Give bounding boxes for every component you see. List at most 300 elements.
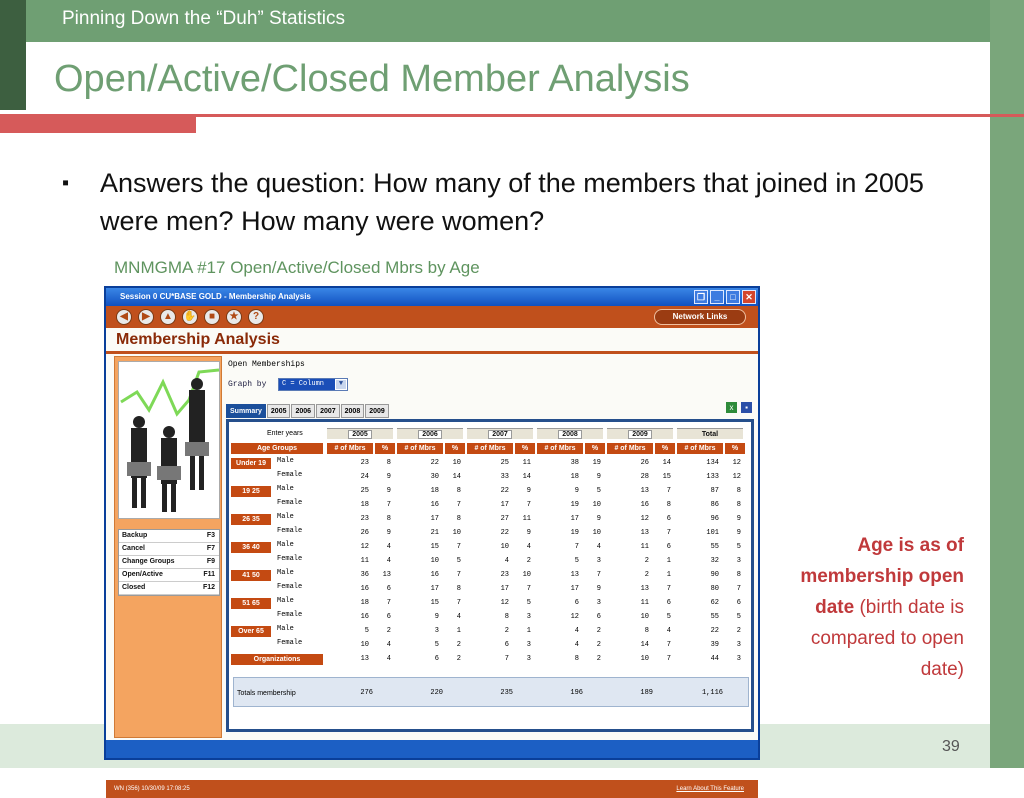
sex-label-male: Male [277,541,294,549]
sex-label-male: Male [277,485,294,493]
sidebar [114,356,222,738]
fkey-backup[interactable] [119,530,219,543]
bullet-square-icon: ▪ [62,172,70,194]
data-cell: 16 [360,585,369,593]
data-cell: 21 [430,529,439,537]
data-cell: 22 [710,627,719,635]
data-cell: 14 [640,641,649,649]
fkey-open-active[interactable] [119,569,219,582]
pct-column-header: % [585,443,605,454]
data-cell: 6 [666,515,671,523]
data-cell: 3 [736,655,741,663]
data-cell: 8 [386,515,391,523]
bullet-text: Answers the question: How many of the members that joined in 2005 were men? How many were women? [100,168,924,236]
mbrs-column-header: # of Mbrs [467,443,513,454]
mbrs-column-header: # of Mbrs [397,443,443,454]
total-cell: 1,116 [701,689,723,697]
data-cell: 19 [570,529,579,537]
data-cell: 9 [736,529,741,537]
data-cell: 62 [710,599,719,607]
data-cell: 3 [736,641,741,649]
data-cell: 9 [526,529,531,537]
year-input[interactable] [397,428,463,439]
fkey-key: F12 [202,584,215,591]
data-cell: 44 [710,655,719,663]
data-cell: 36 [360,571,369,579]
total-cell: 196 [570,689,583,697]
mbrs-column-header: # of Mbrs [327,443,373,454]
data-cell: 12 [360,543,369,551]
data-cell: 17 [570,585,579,593]
data-cell: 17 [570,515,579,523]
back-icon[interactable]: ◀ [116,309,132,325]
star-icon[interactable]: ★ [226,309,242,325]
data-cell: 11 [640,599,649,607]
data-cell: 2 [596,655,601,663]
sex-label-female: Female [277,639,303,647]
data-cell: 3 [736,557,741,565]
data-cell: 14 [662,459,671,467]
sex-label-male: Male [277,569,294,577]
year-input[interactable] [467,428,533,439]
data-cell: 9 [596,515,601,523]
data-cell: 11 [522,515,531,523]
data-cell: 9 [736,515,741,523]
graph-by-label: Graph by [228,380,267,389]
data-cell: 55 [710,613,719,621]
data-cell: 86 [710,501,719,509]
data-cell: 2 [526,557,531,565]
fkey-cancel[interactable] [119,543,219,556]
age-group-label[interactable]: 19 25 [231,486,271,497]
data-cell: 3 [526,613,531,621]
age-group-label[interactable]: 36 40 [231,542,271,553]
data-cell: 8 [456,515,461,523]
side-note [800,530,964,685]
data-cell: 16 [360,613,369,621]
data-cell: 2 [736,627,741,635]
data-cell: 87 [710,487,719,495]
data-cell: 22 [500,487,509,495]
data-cell: 26 [360,529,369,537]
data-cell: 7 [526,585,531,593]
data-cell: 8 [456,487,461,495]
data-cell: 10 [500,543,509,551]
data-cell: 5 [596,487,601,495]
data-cell: 7 [666,655,671,663]
data-cell: 6 [386,613,391,621]
year-input[interactable] [607,428,673,439]
data-cell: 11 [360,557,369,565]
app-title: Membership Analysis [116,331,280,348]
tab-summary[interactable]: Summary [226,404,266,418]
data-cell: 17 [500,585,509,593]
tab-2006[interactable]: 2006 [291,404,315,418]
graph-by-value: C = Column [279,379,335,390]
data-cell: 4 [386,641,391,649]
tab-2007[interactable]: 2007 [316,404,340,418]
data-cell: 8 [666,501,671,509]
data-cell: 8 [736,571,741,579]
data-cell: 4 [574,627,579,635]
fkey-key: F7 [206,545,215,552]
data-cell: 8 [504,613,509,621]
data-cell: 16 [430,501,439,509]
data-cell: 39 [710,641,719,649]
data-cell: 8 [644,627,649,635]
side-note-bold: Age is as of membership open date [800,535,964,618]
data-cell: 14 [522,473,531,481]
members-photo [118,361,220,519]
year-tabs [226,404,390,418]
data-cell: 22 [500,529,509,537]
data-cell: 10 [592,501,601,509]
pct-column-header: % [445,443,465,454]
data-cell: 6 [574,599,579,607]
stop-icon[interactable]: ■ [204,309,220,325]
pct-column-header: % [375,443,395,454]
status-text: WN (356) 10/30/09 17:08:25 [114,786,190,792]
data-cell: 101 [706,529,719,537]
data-cell: 18 [430,487,439,495]
data-cell: 8 [736,487,741,495]
sex-label-female: Female [277,527,303,535]
data-cell: 14 [452,473,461,481]
data-cell: 5 [666,613,671,621]
data-cell: 9 [386,529,391,537]
data-cell: 7 [456,543,461,551]
hand-icon[interactable]: ✋ [182,309,198,325]
data-cell: 7 [666,529,671,537]
data-cell: 8 [736,501,741,509]
totals-label: Totals membership [237,690,296,697]
data-cell: 7 [666,487,671,495]
data-cell: 10 [592,529,601,537]
mbrs-column-header: # of Mbrs [677,443,723,454]
data-cell: 19 [570,501,579,509]
screenshot-caption: MNMGMA #17 Open/Active/Closed Mbrs by Age [114,258,480,277]
window-titlebar [106,288,758,306]
data-cell: 13 [360,655,369,663]
function-key-list [118,529,220,596]
data-cell: 18 [360,501,369,509]
data-cell: 12 [732,459,741,467]
forward-icon[interactable]: ▶ [138,309,154,325]
data-cell: 7 [736,585,741,593]
data-cell: 9 [596,585,601,593]
data-cell: 6 [596,613,601,621]
analysis-content [226,356,756,738]
data-cell: 4 [596,543,601,551]
data-cell: 8 [386,459,391,467]
sex-label-male: Male [277,597,294,605]
data-cell: 24 [360,473,369,481]
pct-column-header: % [515,443,535,454]
total-cell: 235 [500,689,513,697]
data-cell: 6 [736,599,741,607]
help-icon[interactable]: ? [248,309,264,325]
data-cell: 10 [360,641,369,649]
tab-2009[interactable]: 2009 [365,404,389,418]
data-cell: 10 [452,459,461,467]
data-cell: 13 [382,571,391,579]
data-cell: 10 [522,571,531,579]
data-cell: 134 [706,459,719,467]
data-cell: 12 [500,599,509,607]
app-window [104,286,760,792]
data-cell: 13 [640,487,649,495]
data-cell: 18 [570,473,579,481]
window-title: Session 0 CU*BASE GOLD - Membership Analysis [120,292,311,301]
data-cell: 15 [430,543,439,551]
age-group-label[interactable]: 26 35 [231,514,271,525]
data-cell: 2 [596,627,601,635]
sex-label-male: Male [277,625,294,633]
data-cell: 9 [596,473,601,481]
data-cell: 11 [640,543,649,551]
data-cell: 7 [456,599,461,607]
fkey-key: F3 [206,532,215,539]
data-cell: 38 [570,459,579,467]
data-cell: 32 [710,557,719,565]
data-cell: 2 [504,627,509,635]
data-cell: 9 [386,473,391,481]
data-cell: 6 [666,599,671,607]
data-cell: 90 [710,571,719,579]
fkey-key: F11 [203,571,215,578]
data-cell: 12 [640,515,649,523]
title-rule-tab [0,117,196,133]
age-group-label[interactable]: 41 50 [231,570,271,581]
data-cell: 33 [500,473,509,481]
year-value: 2009 [628,430,652,439]
data-cell: 15 [662,473,671,481]
window-controls [694,290,756,304]
data-cell: 5 [434,641,439,649]
data-cell: 9 [434,613,439,621]
data-cell: 7 [574,543,579,551]
save-icon[interactable]: ▪ [741,402,752,413]
data-cell: 17 [500,501,509,509]
membership-grid [226,419,754,732]
data-cell: 6 [666,543,671,551]
data-cell: 16 [430,571,439,579]
data-cell: 7 [456,571,461,579]
export-icons [726,402,752,413]
network-links-button[interactable]: Network Links [654,309,746,325]
data-cell: 25 [360,487,369,495]
mbrs-column-header: # of Mbrs [537,443,583,454]
data-cell: 5 [364,627,369,635]
year-value: 2008 [558,430,582,439]
open-memberships-label: Open Memberships [228,360,305,369]
data-cell: 1 [456,627,461,635]
data-cell: 7 [386,599,391,607]
year-input[interactable] [327,428,393,439]
data-cell: 5 [456,557,461,565]
data-cell: 4 [574,641,579,649]
data-cell: 22 [430,459,439,467]
data-cell: 6 [434,655,439,663]
data-cell: 4 [386,543,391,551]
slide-title: Open/Active/Closed Member Analysis [54,58,690,100]
fkey-label: Closed [122,584,146,591]
data-cell: 23 [360,515,369,523]
fkey-closed[interactable] [119,582,219,595]
app-body [106,328,758,792]
total-header: Total [677,428,743,439]
maximize-icon[interactable]: □ [726,290,740,304]
data-cell: 7 [386,501,391,509]
data-cell: 1 [666,571,671,579]
data-cell: 11 [522,459,531,467]
data-cell: 7 [526,501,531,509]
data-cell: 4 [526,543,531,551]
data-cell: 17 [430,515,439,523]
data-cell: 13 [640,585,649,593]
chevron-down-icon[interactable]: ▼ [336,380,346,389]
sex-label-male: Male [277,513,294,521]
data-cell: 10 [640,613,649,621]
fkey-label: Cancel [122,545,145,552]
excel-export-icon[interactable]: x [726,402,737,413]
total-cell: 276 [360,689,373,697]
restore-icon[interactable]: ❐ [694,290,708,304]
data-cell: 3 [526,655,531,663]
section-title: Pinning Down the “Duh” Statistics [62,8,346,29]
age-group-label[interactable]: Over 65 [231,626,271,637]
data-cell: 26 [640,459,649,467]
data-cell: 12 [570,613,579,621]
data-cell: 7 [666,641,671,649]
learn-about-link[interactable]: Learn About This Feature [676,786,744,792]
data-cell: 3 [526,641,531,649]
data-cell: 23 [360,459,369,467]
data-cell: 80 [710,585,719,593]
data-cell: 13 [640,529,649,537]
data-cell: 2 [644,571,649,579]
fkey-label: Backup [122,532,148,539]
data-cell: 12 [732,473,741,481]
data-cell: 25 [500,459,509,467]
data-cell: 4 [504,557,509,565]
data-cell: 5 [526,599,531,607]
data-cell: 8 [574,655,579,663]
year-value: 2005 [348,430,372,439]
data-cell: 17 [430,585,439,593]
pct-column-header: % [655,443,675,454]
fkey-change-groups[interactable] [119,556,219,569]
data-cell: 28 [640,473,649,481]
fkey-key: F9 [206,558,215,565]
data-cell: 1 [526,627,531,635]
data-cell: 27 [500,515,509,523]
fkey-label: Change Groups [122,558,175,565]
data-cell: 23 [500,571,509,579]
pct-column-header: % [725,443,745,454]
data-cell: 8 [456,585,461,593]
organizations-label[interactable]: Organizations [231,654,323,665]
fkey-label: Open/Active [122,571,163,578]
data-cell: 7 [596,571,601,579]
data-cell: 2 [596,641,601,649]
data-cell: 2 [456,641,461,649]
minimize-icon[interactable]: _ [710,290,724,304]
graph-by-select[interactable] [278,378,348,391]
data-cell: 7 [456,501,461,509]
data-cell: 4 [666,627,671,635]
age-groups-header: Age Groups [231,443,323,454]
data-cell: 10 [640,655,649,663]
data-cell: 2 [644,557,649,565]
data-cell: 5 [736,543,741,551]
age-group-label[interactable]: Under 19 [231,458,271,469]
tab-2008[interactable]: 2008 [341,404,365,418]
data-cell: 7 [504,655,509,663]
total-cell: 220 [430,689,443,697]
sex-label-male: Male [277,457,294,465]
mbrs-column-header: # of Mbrs [607,443,653,454]
data-cell: 16 [640,501,649,509]
data-cell: 18 [360,599,369,607]
year-value: 2007 [488,430,512,439]
data-cell: 4 [386,655,391,663]
data-cell: 5 [574,557,579,565]
data-cell: 5 [736,613,741,621]
data-cell: 6 [386,585,391,593]
sex-label-female: Female [277,499,303,507]
total-cell: 189 [640,689,653,697]
data-cell: 4 [456,613,461,621]
data-cell: 9 [574,487,579,495]
age-group-label[interactable]: 51 65 [231,598,271,609]
data-cell: 10 [452,529,461,537]
sex-label-female: Female [277,471,303,479]
side-note-plain: (birth date is compared to open date) [810,597,964,680]
data-cell: 7 [666,585,671,593]
data-cell: 13 [570,571,579,579]
left-accent [0,0,26,110]
data-cell: 30 [430,473,439,481]
data-cell: 15 [430,599,439,607]
close-icon[interactable]: ✕ [742,290,756,304]
status-bar [106,780,758,798]
data-cell: 6 [504,641,509,649]
data-cell: 19 [592,459,601,467]
data-cell: 4 [386,557,391,565]
data-cell: 9 [386,487,391,495]
data-cell: 2 [456,655,461,663]
data-cell: 96 [710,515,719,523]
up-icon[interactable]: ▲ [160,309,176,325]
year-value: 2006 [418,430,442,439]
sex-label-female: Female [277,583,303,591]
data-cell: 133 [706,473,719,481]
page-number: 39 [942,738,960,755]
tab-2005[interactable]: 2005 [267,404,291,418]
data-cell: 3 [596,557,601,565]
app-toolbar [106,306,758,328]
year-input[interactable] [537,428,603,439]
data-cell: 10 [430,557,439,565]
data-cell: 9 [526,487,531,495]
data-cell: 3 [434,627,439,635]
data-cell: 55 [710,543,719,551]
app-header [106,328,758,354]
enter-years-label: Enter years [267,430,303,437]
data-cell: 2 [386,627,391,635]
data-cell: 1 [666,557,671,565]
